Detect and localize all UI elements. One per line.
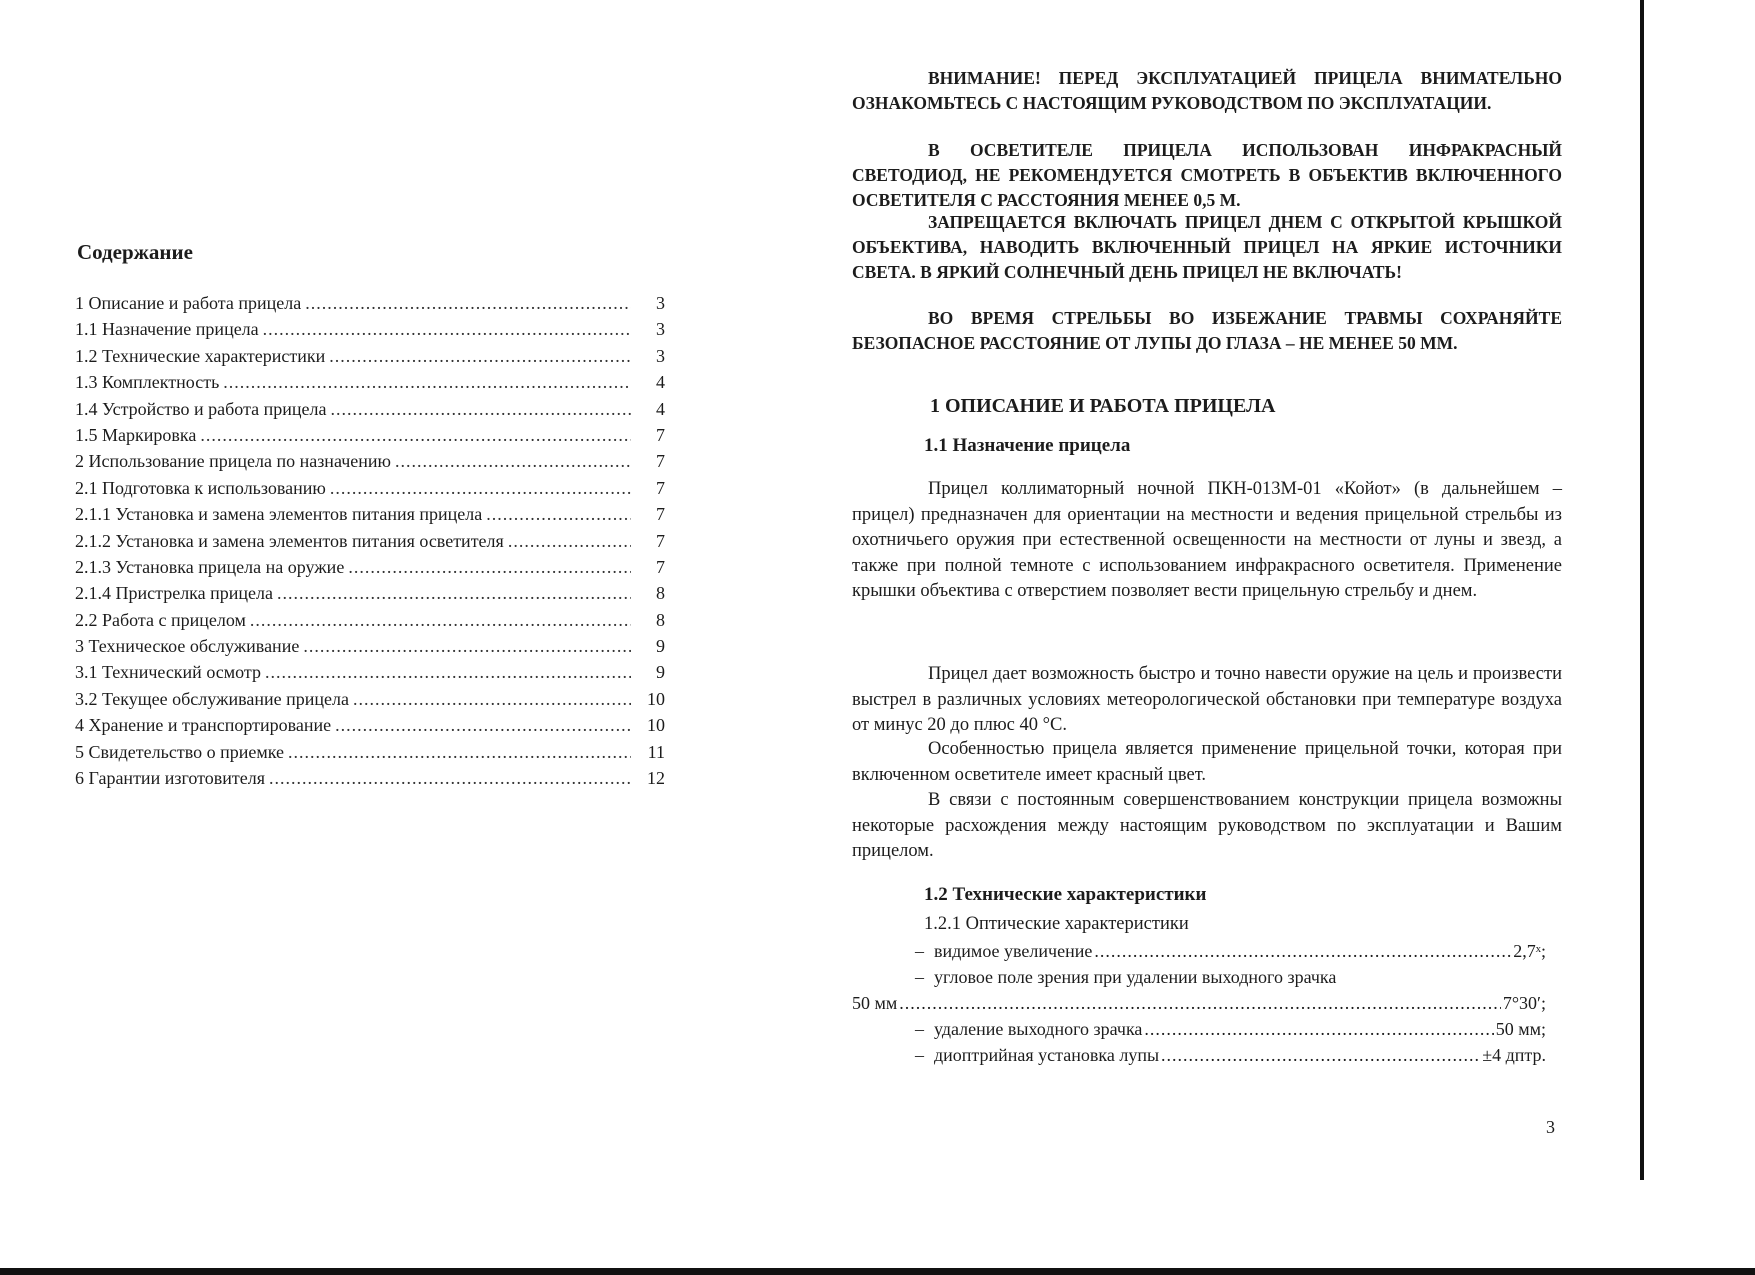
toc-item <box>75 319 665 345</box>
toc-page: 11 <box>647 741 665 762</box>
paragraph <box>852 477 1562 605</box>
toc-item <box>75 610 665 636</box>
toc-item <box>75 531 665 557</box>
toc-item <box>75 689 665 715</box>
toc-leader <box>335 715 631 736</box>
toc-page: 7 <box>656 451 665 472</box>
toc-label: 5 Свидетельство о приемке <box>75 741 284 762</box>
paragraph <box>852 737 1562 788</box>
toc-leader <box>305 293 631 314</box>
spec-label: удаление выходного зрачка <box>934 1019 1143 1039</box>
toc-item <box>75 372 665 398</box>
toc-leader <box>330 478 631 499</box>
spec-label: угловое поле зрения при удалении выходного зрачка <box>934 967 1337 987</box>
toc-label: 1.5 Маркировка <box>75 424 197 445</box>
toc-item <box>75 425 665 451</box>
paragraph-text: В связи с постоянным совершенствованием конструкции прицела возможны некоторые расхождения между настоящим руководством по эксплуатации и Вашим прицелом. <box>852 790 1562 861</box>
toc-label: 1.4 Устройство и работа прицела <box>75 398 327 419</box>
section-heading: 1 ОПИСАНИЕ И РАБОТА ПРИЦЕЛА <box>930 395 1276 417</box>
toc-leader <box>223 372 631 393</box>
toc-title: Содержание <box>77 240 193 264</box>
toc-page: 7 <box>656 424 665 445</box>
spec-value: 7°30′; <box>1502 993 1546 1013</box>
toc-item <box>75 768 665 794</box>
spec-leader <box>899 993 1501 1014</box>
toc-leader <box>277 583 631 604</box>
toc-leader <box>348 557 631 578</box>
toc-page: 10 <box>647 715 665 736</box>
subsection-heading-specs: 1.2 Технические характеристики <box>924 884 1207 905</box>
toc-label: 2.1.4 Пристрелка прицела <box>75 583 273 604</box>
toc-page: 4 <box>656 398 665 419</box>
toc-page: 10 <box>647 688 665 709</box>
paragraph-text: Особенностью прицела является применение прицельной точки, которая при включенном осветителе имеет красный цвет. <box>852 739 1562 785</box>
warning-read-manual <box>852 66 1562 116</box>
warning-text: ВО ВРЕМЯ СТРЕЛЬБЫ ВО ИЗБЕЖАНИЕ ТРАВМЫ СОХРАНЯЙТЕ БЕЗОПАСНОЕ РАССТОЯНИЕ ОТ ЛУПЫ ДО ГЛАЗА – НЕ МЕНЕЕ 50 ММ. <box>852 308 1562 353</box>
toc-item <box>75 478 665 504</box>
warning-text: ЗАПРЕЩАЕТСЯ ВКЛЮЧАТЬ ПРИЦЕЛ ДНЕМ С ОТКРЫТОЙ КРЫШКОЙ ОБЪЕКТИВА, НАВОДИТЬ ВКЛЮЧЕННЫЙ ПРИЦЕЛ НА ЯРКИЕ ИСТОЧНИКИ СВЕТА. В ЯРКИЙ СОЛНЕЧНЫЙ ДЕНЬ ПРИЦЕЛ НЕ ВКЛЮЧАТЬ! <box>852 212 1562 282</box>
toc-label: 3.2 Текущее обслуживание прицела <box>75 688 349 709</box>
toc-item <box>75 715 665 741</box>
warning-text: ВНИМАНИЕ! ПЕРЕД ЭКСПЛУАТАЦИЕЙ ПРИЦЕЛА ВНИМАТЕЛЬНО ОЗНАКОМЬТЕСЬ С НАСТОЯЩИМ РУКОВОДСТВОМ ПО ЭКСПЛУАТАЦИИ. <box>852 68 1562 113</box>
toc-item <box>75 583 665 609</box>
toc-label: 1.1 Назначение прицела <box>75 319 259 340</box>
toc-page: 3 <box>656 319 665 340</box>
spec-row-field-of-view-cont <box>852 993 1546 1019</box>
toc-item <box>75 742 665 768</box>
toc-page: 7 <box>656 556 665 577</box>
list-dash: – <box>915 941 924 961</box>
spec-label: диоптрийная установка лупы <box>934 1045 1160 1065</box>
toc-item <box>75 504 665 530</box>
toc-page: 8 <box>656 583 665 604</box>
spec-label: видимое увеличение <box>934 941 1093 961</box>
toc-page: 7 <box>656 504 665 525</box>
toc-leader <box>200 425 631 446</box>
toc-page: 7 <box>656 530 665 551</box>
page-number: 3 <box>1546 1117 1555 1137</box>
spec-value: ±4 дптр. <box>1482 1045 1546 1065</box>
toc-page: 7 <box>656 477 665 498</box>
warning-infrared <box>852 138 1562 213</box>
toc-list <box>75 293 665 794</box>
toc-label: 1 Описание и работа прицела <box>75 293 302 313</box>
list-dash: – <box>915 967 924 987</box>
warning-text: В ОСВЕТИТЕЛЕ ПРИЦЕЛА ИСПОЛЬЗОВАН ИНФРАКРАСНЫЙ СВЕТОДИОД, НЕ РЕКОМЕНДУЕТСЯ СМОТРЕТЬ В ОБЪЕКТИВ ВКЛЮЧЕННОГО ОСВЕТИТЕЛЯ С РАССТОЯНИЯ МЕНЕЕ 0,5 М. <box>852 140 1562 210</box>
toc-page: 9 <box>656 636 665 657</box>
paragraph-text: Прицел дает возможность быстро и точно навести оружие на цель и произвести выстрел в различных условиях метеорологической обстановки при температуре воздуха от минус 20 до плюс 40 °С. <box>852 664 1562 735</box>
toc-leader <box>353 689 631 710</box>
toc-item <box>75 636 665 662</box>
toc-item <box>75 346 665 372</box>
toc-leader <box>395 451 631 472</box>
paragraph <box>852 662 1562 739</box>
toc-page: 12 <box>647 768 665 789</box>
scan-bottom-border <box>0 1268 1755 1275</box>
page-binding-edge <box>1640 0 1644 1180</box>
spec-row-field-of-view <box>852 967 1546 993</box>
toc-leader <box>263 319 631 340</box>
toc-label: 2.1.3 Установка прицела на оружие <box>75 556 345 577</box>
toc-label: 3 Техническое обслуживание <box>75 636 300 657</box>
toc-leader <box>329 346 631 367</box>
toc-leader <box>265 662 631 683</box>
toc-leader <box>331 399 632 420</box>
spec-label: 50 мм <box>852 993 898 1013</box>
toc-page: 3 <box>656 345 665 366</box>
toc-label: 6 Гарантии изготовителя <box>75 768 266 789</box>
subsection-heading-purpose: 1.1 Назначение прицела <box>924 435 1131 456</box>
toc-leader <box>508 531 631 552</box>
warning-daylight <box>852 210 1562 285</box>
toc-label: 2 Использование прицела по назначению <box>75 451 391 472</box>
toc-label: 1.2 Технические характеристики <box>75 345 326 366</box>
spec-row-eye-relief <box>852 1019 1546 1045</box>
toc-label: 2.2 Работа с прицелом <box>75 609 246 630</box>
toc-label: 2.1 Подготовка к использованию <box>75 477 326 498</box>
toc-leader <box>486 504 631 525</box>
toc-page: 8 <box>656 609 665 630</box>
toc-label: 3.1 Технический осмотр <box>75 662 261 683</box>
toc-leader <box>269 768 631 789</box>
toc-label: 2.1.2 Установка и замена элементов питания осветителя <box>75 530 504 551</box>
spec-leader <box>1161 1045 1480 1066</box>
list-dash: – <box>915 1045 924 1065</box>
toc-page: 4 <box>656 372 665 393</box>
toc-page: 3 <box>656 293 665 313</box>
list-dash: – <box>915 1019 924 1039</box>
toc-label: 4 Хранение и транспортирование <box>75 715 332 736</box>
toc-item <box>75 662 665 688</box>
toc-item <box>75 451 665 477</box>
spec-value: 50 мм; <box>1495 1019 1546 1039</box>
toc-leader <box>303 636 631 657</box>
toc-item <box>75 557 665 583</box>
spec-row-diopter <box>852 1045 1546 1071</box>
toc-leader <box>288 742 631 763</box>
paragraph-text: Прицел коллиматорный ночной ПКН-013М-01 «Койот» (в дальнейшем – прицел) предназначен для ориентации на местности и ведения прицельной стрельбы из охотничьего оружия при естественной освещенности на местности от луны и звезд, а также при полной темноте с использованием инфракрасного осветителя. Применение крышки объектива с отверстием позволяет вести прицельную стрельбу и днем. <box>852 479 1562 601</box>
toc-item <box>75 399 665 425</box>
spec-leader <box>1144 1019 1493 1040</box>
paragraph <box>852 788 1562 865</box>
toc-label: 2.1.1 Установка и замена элементов питания прицела <box>75 504 483 525</box>
subsubsection-heading-optical: 1.2.1 Оптические характеристики <box>924 914 1189 934</box>
warning-eye-distance <box>852 306 1562 356</box>
toc-item <box>75 293 665 319</box>
toc-page: 9 <box>656 662 665 683</box>
toc-leader <box>250 610 631 631</box>
spec-value: 2,7ˣ; <box>1513 941 1546 961</box>
spec-list <box>852 941 1546 1071</box>
spec-row-magnification <box>852 941 1546 967</box>
toc-label: 1.3 Комплектность <box>75 372 220 393</box>
spec-leader <box>1094 941 1511 962</box>
